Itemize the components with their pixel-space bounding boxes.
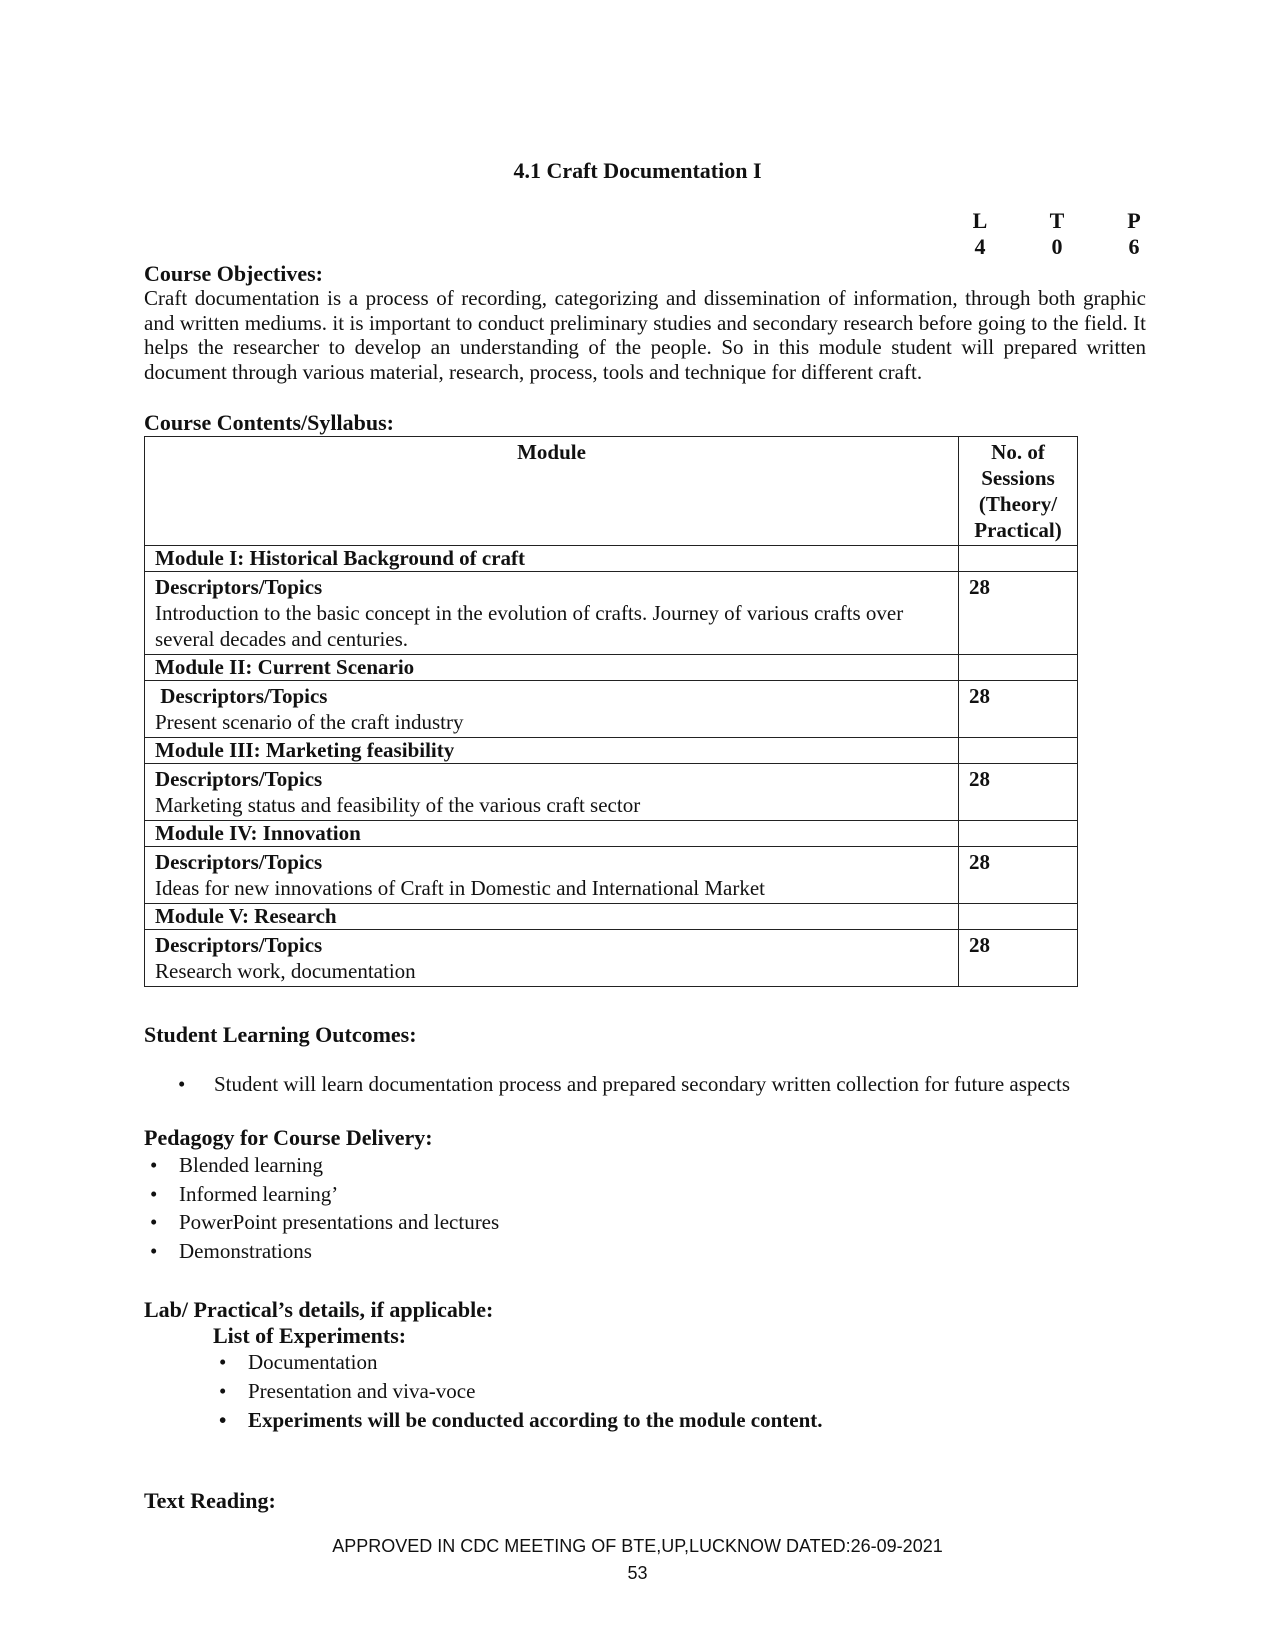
syllabus-heading: Course Contents/Syllabus:: [144, 410, 394, 435]
bullet-icon: •: [219, 1408, 227, 1432]
descriptor-title: Descriptors/Topics: [155, 684, 328, 708]
column-header-sessions: No. of Sessions (Theory/ Practical): [959, 437, 1078, 546]
module-title-row: [145, 738, 1078, 764]
experiment-text: Experiments will be conducted according to the module content.: [248, 1408, 823, 1432]
module-title: Module II: Current Scenario: [145, 655, 959, 681]
bullet-icon: •: [219, 1350, 227, 1374]
session-count: 28: [959, 572, 1078, 655]
bullet-icon: •: [150, 1181, 158, 1206]
ltp-value-row: [968, 234, 1146, 260]
descriptor-text: Present scenario of the craft industry: [155, 710, 464, 734]
experiments-heading: List of Experiments:: [213, 1323, 407, 1348]
list-item: [213, 1348, 823, 1377]
bullet-icon: •: [178, 1072, 186, 1096]
page-number: 53: [627, 1563, 648, 1583]
descriptor-title: Descriptors/Topics: [155, 575, 323, 599]
syllabus-table: [144, 436, 1078, 987]
list-item: [144, 1180, 499, 1209]
pedagogy-heading: Pedagogy for Course Delivery:: [144, 1125, 433, 1150]
lab-heading: Lab/ Practical’s details, if applicable:: [144, 1297, 494, 1322]
descriptor-text: Introduction to the basic concept in the evolution of crafts. Journey of various crafts over several decades and centuries.: [155, 601, 904, 651]
module-title-empty-cell: [959, 546, 1078, 572]
module-descriptor-cell: [145, 847, 959, 904]
bullet-icon: •: [219, 1379, 227, 1403]
session-count: 28: [959, 764, 1078, 821]
descriptor-title: Descriptors/Topics: [155, 850, 323, 874]
pedagogy-text: PowerPoint presentations and lectures: [179, 1210, 500, 1234]
bullet-icon: •: [150, 1238, 158, 1263]
ltp-header-row: [968, 208, 1146, 234]
objectives-heading: Course Objectives:: [144, 261, 324, 286]
list-item: [213, 1406, 823, 1435]
footer-approval: APPROVED IN CDC MEETING OF BTE,UP,LUCKNOW DATED:26-09-2021: [332, 1536, 943, 1556]
session-count: 28: [959, 681, 1078, 738]
descriptor-text: Research work, documentation: [155, 959, 416, 983]
module-descriptor-cell: [145, 764, 959, 821]
ltp-header-p: P: [1127, 208, 1141, 233]
column-header-module: Module: [145, 437, 959, 546]
objectives-text: Craft documentation is a process of recording, categorizing and dissemination of information, through both graphic and written mediums. it is important to conduct preliminary studies and secondary research before going to the field. It helps the researcher to develop an understanding of the people. So in this module student will prepared written document through various material, research, process, tools and technique for different craft.: [144, 286, 1146, 384]
module-title-row: [145, 821, 1078, 847]
text-reading-heading: Text Reading:: [144, 1488, 276, 1513]
module-title-empty-cell: [959, 821, 1078, 847]
module-title: Module V: Research: [145, 904, 959, 930]
ltp-header-l: L: [972, 208, 988, 233]
ltp-value-l: 4: [974, 234, 986, 259]
descriptor-title: Descriptors/Topics: [155, 933, 323, 957]
page-title: 4.1 Craft Documentation I: [513, 158, 762, 183]
module-title-row: [145, 904, 1078, 930]
pedagogy-text: Informed learning’: [179, 1181, 339, 1206]
session-count: 28: [959, 930, 1078, 987]
module-descriptor-cell: [145, 930, 959, 987]
bullet-icon: •: [150, 1153, 158, 1177]
descriptor-text: Ideas for new innovations of Craft in Domestic and International Market: [155, 876, 765, 900]
pedagogy-text: Demonstrations: [179, 1238, 312, 1263]
experiment-list: [213, 1348, 823, 1435]
list-item: [144, 1151, 499, 1180]
list-item: [144, 1208, 499, 1237]
list-item: [172, 1072, 1146, 1097]
bullet-icon: •: [150, 1210, 158, 1234]
ltp-credits: [968, 208, 1146, 260]
ltp-header-t: T: [1049, 208, 1065, 233]
table-header-row: [145, 437, 1078, 546]
experiment-text: Presentation and viva-voce: [248, 1379, 476, 1403]
list-item: [144, 1237, 499, 1266]
list-item: [213, 1377, 823, 1406]
pedagogy-list: [144, 1151, 499, 1265]
module-title-empty-cell: [959, 904, 1078, 930]
module-title-empty-cell: [959, 655, 1078, 681]
experiment-text: Documentation: [248, 1350, 378, 1374]
module-title: Module III: Marketing feasibility: [145, 738, 959, 764]
module-title-row: [145, 546, 1078, 572]
session-count: 28: [959, 847, 1078, 904]
outcome-text: Student will learn documentation process and prepared secondary written collection for future aspects: [214, 1072, 1071, 1096]
module-descriptor-row: [145, 930, 1078, 987]
descriptor-text: Marketing status and feasibility of the various craft sector: [155, 793, 641, 817]
module-title-empty-cell: [959, 738, 1078, 764]
ltp-value-t: 0: [1051, 234, 1063, 259]
module-title-row: [145, 655, 1078, 681]
module-descriptor-row: [145, 572, 1078, 655]
module-descriptor-row: [145, 847, 1078, 904]
pedagogy-text: Blended learning: [179, 1153, 324, 1177]
module-descriptor-row: [145, 764, 1078, 821]
outcomes-heading: Student Learning Outcomes:: [144, 1022, 417, 1047]
outcome-list: [172, 1072, 1146, 1097]
ltp-value-p: 6: [1128, 234, 1140, 259]
module-descriptor-row: [145, 681, 1078, 738]
module-descriptor-cell: [145, 681, 959, 738]
module-title: Module I: Historical Background of craft: [145, 546, 959, 572]
module-title: Module IV: Innovation: [145, 821, 959, 847]
module-descriptor-cell: [145, 572, 959, 655]
descriptor-title: Descriptors/Topics: [155, 767, 323, 791]
